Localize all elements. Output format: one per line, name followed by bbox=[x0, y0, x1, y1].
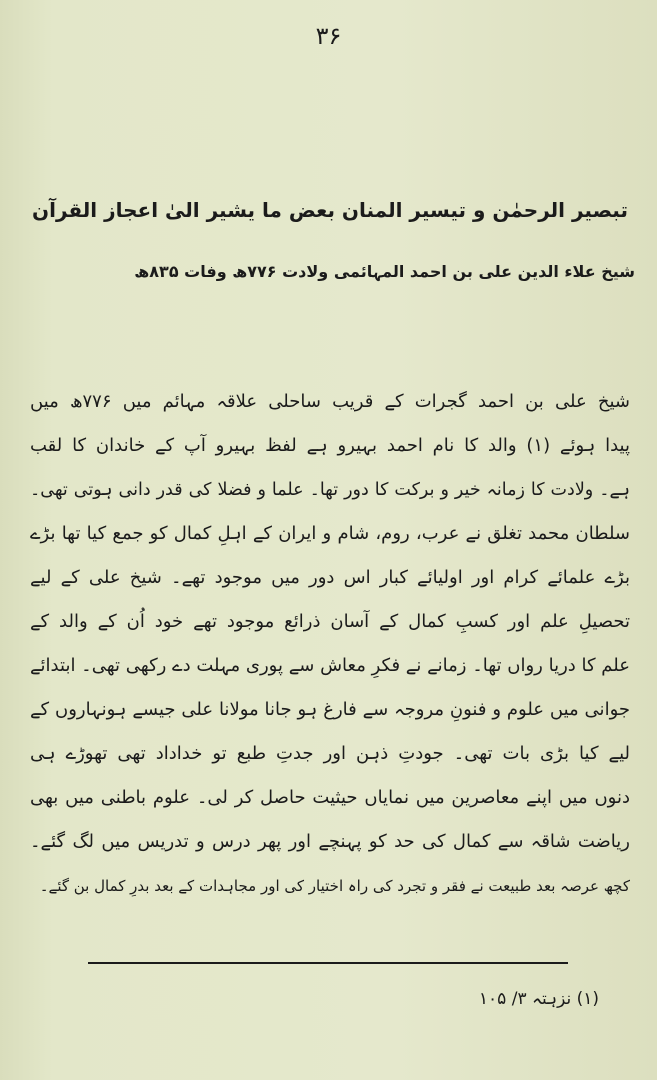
text-line: کچھ عرصہ بعد طبیعت نے فقر و تجرد کی راہ اختیار کی اور مجاہدات کے بعد بدرِ کمال بن گئے۔ bbox=[39, 877, 630, 895]
footnote-divider bbox=[88, 962, 568, 964]
text-line: ریاضت شاقہ سے کمال کی حد کو پہنچے اور پھر درس و تدریس میں لگ گئے۔ bbox=[30, 831, 630, 852]
text-line: علم کا دریا رواں تھا۔ زمانے نے فکرِ معاش سے پوری مہلت دے رکھی تھی۔ ابتدائے bbox=[30, 655, 630, 676]
footnote: (۱) نزہتہ ۳/ ۱۰۵ bbox=[478, 989, 599, 1009]
text-line: ہے۔ ولادت کا زمانہ خیر و برکت کا دور تھا۔ علما و فضلا کی قدر دانی ہوتی تھی۔ bbox=[30, 480, 630, 500]
text-line: سلطان محمد تغلق نے عرب، روم، شام و ایران کے اہلِ کمال کو جمع کیا تھا بڑے bbox=[30, 523, 630, 544]
text-line: پیدا ہوئے (۱) والد کا نام احمد بہیرو ہے لفظ بہیرو آپ کے خاندان کا لقب bbox=[30, 435, 630, 456]
text-line: شیخ علی بن احمد گجرات کے قریب ساحلی علاقہ مہائم میں ۷۷۶ھ میں bbox=[30, 391, 630, 412]
page-number: ۳۶ bbox=[315, 22, 342, 50]
text-line: تحصیلِ علم اور کسبِ کمال کے آسان ذرائع موجود تھے خود اُن کے والد کے bbox=[30, 611, 630, 632]
text-line: جوانی میں علوم و فنونِ مروجہ سے فارغ ہو جانا مولانا علی جیسے ہونہاروں کے bbox=[30, 699, 630, 720]
text-line: دنوں میں اپنے معاصرین میں نمایاں حیثیت حاصل کر لی۔ علوم باطنی میں بھی bbox=[30, 787, 630, 808]
chapter-subtitle: شیخ علاء الدین علی بن احمد المہائمی ولادت ۷۷۶ھ وفات ۸۳۵ھ bbox=[134, 262, 635, 281]
text-line: بڑے علمائے کرام اور اولیائے کبار اس دور میں موجود تھے۔ شیخ علی کے لیے bbox=[30, 567, 630, 588]
chapter-title: تبصیر الرحمٰن و تیسیر المنان بعض ما یشیر الیٰ اعجاز القرآن bbox=[32, 198, 628, 222]
text-line: لیے کیا بڑی بات تھی۔ جودتِ ذہن اور جدتِ طبع تو خداداد تھی تھوڑے ہی bbox=[30, 743, 630, 764]
body-text bbox=[30, 380, 630, 908]
